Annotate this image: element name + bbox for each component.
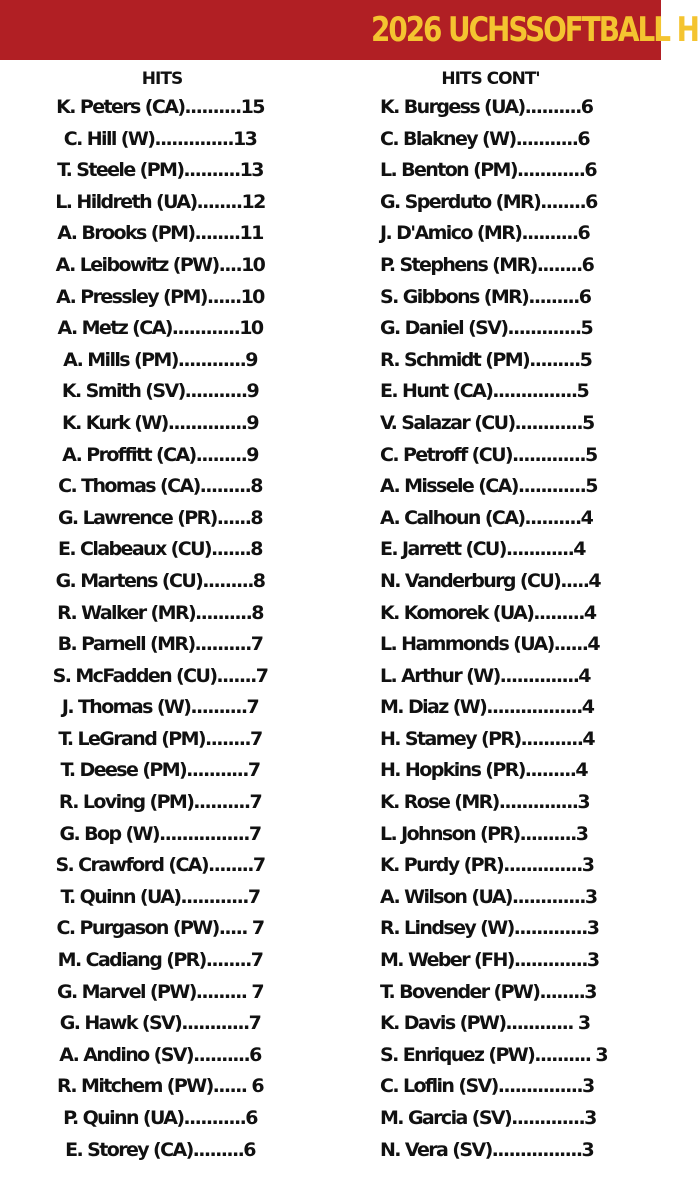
stat-row: G. Bop (W)................7 (59, 822, 261, 845)
stat-row: A. Mills (PM)............9 (63, 348, 257, 371)
stat-row: K. Rose (MR)..............3 (380, 791, 590, 814)
stat-row: G. Hawk (SV)............7 (59, 1012, 261, 1035)
stat-row: C. Purgason (PW)..... 7 (56, 917, 264, 940)
stat-row: A. Metz (CA)............10 (57, 317, 263, 340)
stat-row: V. Salazar (CU)............5 (380, 411, 594, 434)
stat-row: R. Mitchem (PW)...... 6 (57, 1075, 263, 1098)
stat-row: L. Hammonds (UA)......4 (380, 633, 600, 656)
stat-row: C. Petroff (CU).............5 (380, 443, 597, 466)
stat-row: N. Vanderburg (CU).....4 (380, 569, 600, 592)
stat-row: K. Purdy (PR)..............3 (380, 854, 594, 877)
stat-row: E. Jarrett (CU)............4 (380, 538, 585, 561)
stat-row: B. Parnell (MR)..........7 (57, 633, 263, 656)
stat-row: K. Burgess (UA)..........6 (380, 96, 593, 118)
stat-row: R. Lindsey (W).............3 (380, 917, 599, 940)
stat-row: E. Hunt (CA)...............5 (380, 380, 589, 403)
stat-row: A. Calhoun (CA)..........4 (380, 506, 593, 529)
stat-row: H. Hopkins (PR).........4 (380, 759, 587, 782)
stat-row: G. Martens (CU).........8 (55, 569, 265, 592)
stat-row: T. Bovender (PW)........3 (380, 980, 596, 1003)
stat-row: J. D'Amico (MR)..........6 (380, 222, 590, 245)
stat-row: L. Hildreth (UA)........12 (55, 190, 265, 213)
stat-row: A. Pressley (PM)......10 (56, 285, 264, 308)
stat-row: K. Peters (CA)..........15 (56, 96, 264, 118)
stat-row: K. Komorek (UA).........4 (380, 601, 596, 624)
stat-row: A. Proffitt (CA).........9 (62, 443, 258, 466)
stat-row: L. Benton (PM)............6 (380, 159, 596, 182)
stat-row: J. Thomas (W)..........7 (61, 696, 259, 719)
stat-row: M. Weber (FH).............3 (380, 949, 599, 972)
stat-row: C. Thomas (CA).........8 (58, 475, 262, 498)
stat-row: T. Quinn (UA)............7 (60, 885, 260, 908)
hits-cont-list (370, 92, 608, 1166)
header-banner (0, 0, 698, 60)
stat-row: G. Marvel (PW)......... 7 (57, 980, 263, 1003)
stat-row: N. Vera (SV)................3 (380, 1138, 594, 1161)
hits-list (40, 92, 280, 1166)
hits-column (40, 66, 280, 1166)
hits-column-header: HITS (141, 69, 183, 89)
stat-row: E. Clabeaux (CU).......8 (58, 538, 262, 561)
stat-row: L. Johnson (PR)..........3 (380, 822, 588, 845)
stat-row: S. Gibbons (MR).........6 (380, 285, 591, 308)
stat-row: C. Hill (W)..............13 (63, 127, 257, 150)
stat-row: A. Brooks (PM)........11 (57, 222, 263, 245)
stat-row: G. Lawrence (PR)......8 (57, 506, 263, 529)
stat-row: E. Storey (CA).........6 (65, 1138, 255, 1161)
stat-row: S. McFadden (CU).......7 (52, 664, 268, 687)
stat-row: A. Wilson (UA).............3 (380, 885, 597, 908)
banner-title: 2026 UCHSSOFTBALL H (371, 10, 698, 50)
stat-row: G. Daniel (SV).............5 (380, 317, 593, 340)
stat-row: T. Deese (PM)...........7 (60, 759, 260, 782)
stat-row: H. Stamey (PR)...........4 (380, 727, 594, 750)
stat-row: A. Andino (SV)..........6 (59, 1043, 261, 1066)
stat-row: P. Stephens (MR)........6 (380, 253, 594, 276)
stat-row: M. Cadiang (PR)........7 (57, 949, 263, 972)
stat-row: M. Diaz (W).................4 (380, 696, 594, 719)
hits-cont-column-header: HITS CONT' (441, 69, 540, 89)
hits-cont-column (370, 66, 608, 1166)
stat-row: R. Schmidt (PM).........5 (380, 348, 592, 371)
stat-row: K. Kurk (W)..............9 (61, 411, 259, 434)
stat-row: K. Smith (SV)...........9 (61, 380, 259, 403)
stat-row: S. Enriquez (PW).......... 3 (380, 1043, 608, 1066)
stat-row: C. Loflin (SV)...............3 (380, 1075, 594, 1098)
stat-row: T. Steele (PM)..........13 (57, 159, 263, 182)
stat-row: S. Crawford (CA)........7 (55, 854, 265, 877)
stat-row: G. Sperduto (MR)........6 (380, 190, 597, 213)
stat-row: R. Walker (MR)..........8 (57, 601, 263, 624)
stat-row: A. Leibowitz (PW)....10 (55, 253, 265, 276)
stat-row: A. Missele (CA)............5 (380, 475, 597, 498)
stat-row: T. LeGrand (PM)........7 (58, 727, 262, 750)
stat-row: K. Davis (PW)............ 3 (380, 1012, 590, 1035)
stat-row: M. Garcia (SV).............3 (380, 1107, 596, 1129)
stat-row: P. Quinn (UA)...........6 (63, 1107, 257, 1129)
stat-row: C. Blakney (W)...........6 (380, 127, 589, 150)
stat-row: R. Loving (PM)..........7 (58, 791, 262, 814)
stat-row: L. Arthur (W)..............4 (380, 664, 590, 687)
